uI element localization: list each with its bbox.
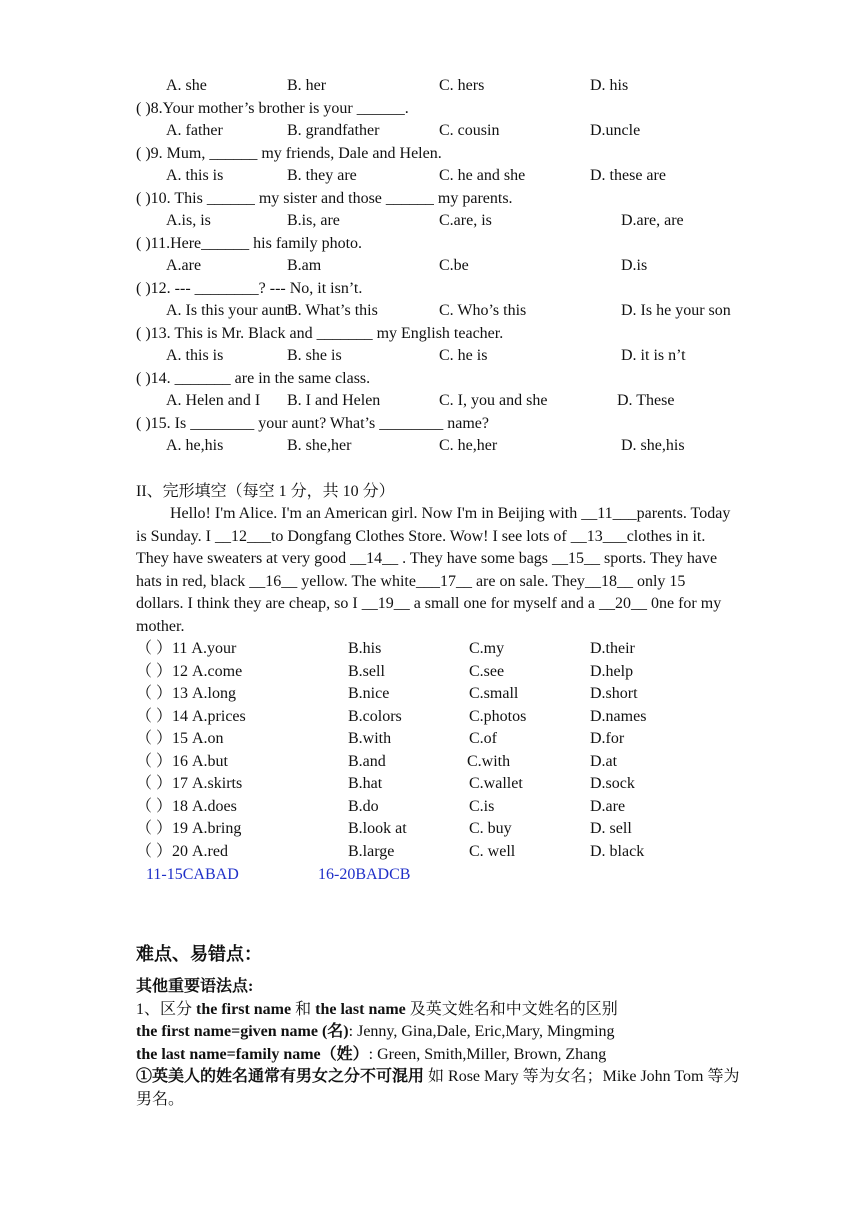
option-a: A. father [166,122,223,139]
option-d: D.are, are [621,212,684,229]
option-c: C. Who’s this [439,302,527,319]
option-c: C. he,her [439,437,498,454]
cloze-item-option-d: D.for [590,730,625,747]
option-b: B. she,her [287,437,352,454]
cloze-item-option-c: C.with [467,752,511,770]
passage-text: 0ne for my [646,595,722,612]
cloze-item-option-a: （ ）11 A.your [136,640,237,657]
option-c: C.be [439,257,469,274]
option-d: D. his [590,77,629,94]
note-line [136,1044,606,1066]
cloze-item-option-d: D.help [590,662,634,680]
note-text: 1、区分 [136,1001,197,1018]
note-text: 如 Rose Mary 等为女名；Mike John Tom 等为 [424,1068,740,1085]
note-line [136,1066,740,1088]
option-b: B. I and Helen [287,392,381,409]
question-stem: ( )13. This is Mr. Black and _______ my English teacher. [136,325,504,342]
cloze-item-option-b: B.look at [348,820,407,837]
cloze-item-option-b: B.his [348,640,382,657]
option-a: A.are [166,257,202,274]
passage-text: Hello! I'm Alice. I'm an American girl. Now I'm in Beijing with [170,505,582,522]
blank-12: __12___ [214,528,271,545]
cloze-item-option-a: （ ）12 A.come [136,662,243,680]
blank-13: __13___ [570,528,627,545]
cloze-item-option-b: B.with [348,730,392,747]
passage-line [136,593,721,615]
blank-20: __20__ [598,595,647,612]
option-a: A. this is [166,167,224,184]
cloze-item-option-a: （ ）20 A.red [136,842,228,860]
option-c: C. I, you and she [439,392,548,409]
cloze-item-option-a: （ ）19 A.bring [136,820,242,837]
answer-11-15: 11-15CABAD [146,866,239,883]
option-d: D. These [617,392,675,409]
option-b: B.is, are [287,212,340,229]
option-a: A. Helen and I [166,392,261,409]
passage-line [136,526,705,548]
cloze-item-option-a: （ ）14 A.prices [136,707,246,725]
cloze-item-option-c: C. buy [469,820,512,837]
passage-text: clothes in it. [626,528,706,545]
question-stem: ( )9. Mum, ______ my friends, Dale and Helen. [136,145,442,162]
question-stem: ( )10. This ______ my sister and those ______ my parents. [136,190,513,207]
note-text: 和 [291,1001,316,1018]
cloze-item-option-c: C.small [469,685,519,702]
note-line: 男名。 [136,1091,185,1108]
note-line [136,999,618,1021]
cloze-item-option-a: （ ）18 A.does [136,797,237,815]
blank-14: __14__ [350,550,399,567]
option-b: B. her [287,77,327,94]
option-c: C. he and she [439,167,526,184]
option-c: C.are, is [439,212,492,229]
question-stem: ( )11.Here______ his family photo. [136,235,363,252]
cloze-item-option-c: C. well [469,842,516,860]
blank-15: __15__ [552,550,601,567]
passage-line [136,571,685,593]
note-text: : Green, Smith,Miller, Brown, Zhang [368,1046,607,1063]
cloze-item-option-a: （ ）15 A.on [136,730,224,747]
passage-text: hats in red, black [136,573,250,590]
passage-text: a small one for myself and a [409,595,599,612]
note-term: ①英美人的姓名通常有男女之分不可混用 [136,1068,425,1085]
option-b: B. What’s this [287,302,378,319]
cloze-item-option-d: D.sock [590,775,635,792]
note-text: : Jenny, Gina,Dale, Eric,Mary, Mingming [348,1023,615,1040]
option-a: A. she [166,77,207,94]
cloze-item-option-c: C.my [469,640,505,657]
question-stem: ( )15. Is ________ your aunt? What’s ________ name? [136,415,489,432]
option-d: D. she,his [621,437,685,454]
option-c: C. hers [439,77,485,94]
passage-text: They have sweaters at very good [136,550,351,567]
cloze-item-option-a: （ ）13 A.long [136,685,237,702]
blank-11: __11___ [581,505,637,522]
passage-text: only 15 [632,573,686,590]
cloze-item-option-a: （ ）16 A.but [136,752,229,770]
note-term: the first name [196,1001,292,1018]
cloze-item-option-c: C.photos [469,707,527,725]
passage-line [170,503,730,525]
option-d: D.is [621,257,648,274]
passage-text: is Sunday. I [136,528,215,545]
cloze-item-option-b: B.and [348,752,386,770]
option-a: A.is, is [166,212,211,229]
note-term: the last name [315,1001,406,1018]
cloze-item-option-b: B.nice [348,685,390,702]
option-a: A. Is this your aunt [166,302,290,319]
option-d: D. Is he your son [621,302,731,319]
cloze-item-option-d: D.at [590,752,618,770]
cloze-item-option-b: B.sell [348,662,385,680]
cloze-item-option-b: B.hat [348,775,383,792]
option-a: A. he,his [166,437,224,454]
notes-heading: 难点、易错点： [136,944,262,964]
option-a: A. this is [166,347,224,364]
cloze-item-option-c: C.wallet [469,775,523,792]
blank-18: __18__ [584,573,633,590]
passage-text: dollars. I think they are cheap, so I [136,595,362,612]
option-d: D.uncle [590,122,641,139]
passage-text: parents. Today [636,505,731,522]
option-c: C. he is [439,347,488,364]
passage-text: sports. They have [600,550,718,567]
passage-text: . They have some bags [398,550,553,567]
option-b: B.am [287,257,322,274]
cloze-item-option-d: D.their [590,640,635,657]
cloze-item-option-d: D.names [590,707,647,725]
note-term: the first name=given name (名) [136,1023,349,1040]
cloze-item-option-c: C.is [469,797,495,815]
option-b: B. she is [287,347,342,364]
question-stem: ( )14. _______ are in the same class. [136,370,371,387]
option-d: D. it is n’t [621,347,686,364]
cloze-item-option-c: C.see [469,662,505,680]
cloze-item-option-c: C.of [469,730,497,747]
section-title: II、完形填空（每空 1 分，共 10 分） [136,483,395,500]
question-stem: ( )12. --- ________? --- No, it isn’t. [136,280,363,297]
cloze-item-option-b: B.large [348,842,395,860]
cloze-item-option-d: D. black [590,842,645,860]
option-b: B. grandfather [287,122,380,139]
cloze-item-option-b: B.do [348,797,379,815]
cloze-item-option-d: D.short [590,685,638,702]
passage-text: yellow. The white [297,573,416,590]
notes-subheading: 其他重要语法点: [136,978,254,995]
option-b: B. they are [287,167,357,184]
cloze-item-option-d: D. sell [590,820,632,837]
option-d: D. these are [590,167,666,184]
option-c: C. cousin [439,122,500,139]
note-term: the last name=family name（姓） [136,1046,369,1063]
cloze-item-option-a: （ ）17 A.skirts [136,775,243,792]
question-stem: ( )8.Your mother’s brother is your ______. [136,100,409,117]
cloze-item-option-b: B.colors [348,707,402,725]
blank-19: __19__ [361,595,410,612]
blank-17: ___17__ [415,573,472,590]
passage-line: mother. [136,618,185,635]
passage-text: are on sale. They [471,573,585,590]
note-line [136,1021,615,1043]
blank-16: __16__ [249,573,298,590]
passage-text: to Dongfang Clothes Store. Wow! I see lots of [270,528,571,545]
cloze-item-option-d: D.are [590,797,626,815]
answer-16-20: 16-20BADCB [318,866,411,883]
note-text: 及英文姓名和中文姓名的区别 [405,1001,618,1018]
passage-line [136,548,717,570]
